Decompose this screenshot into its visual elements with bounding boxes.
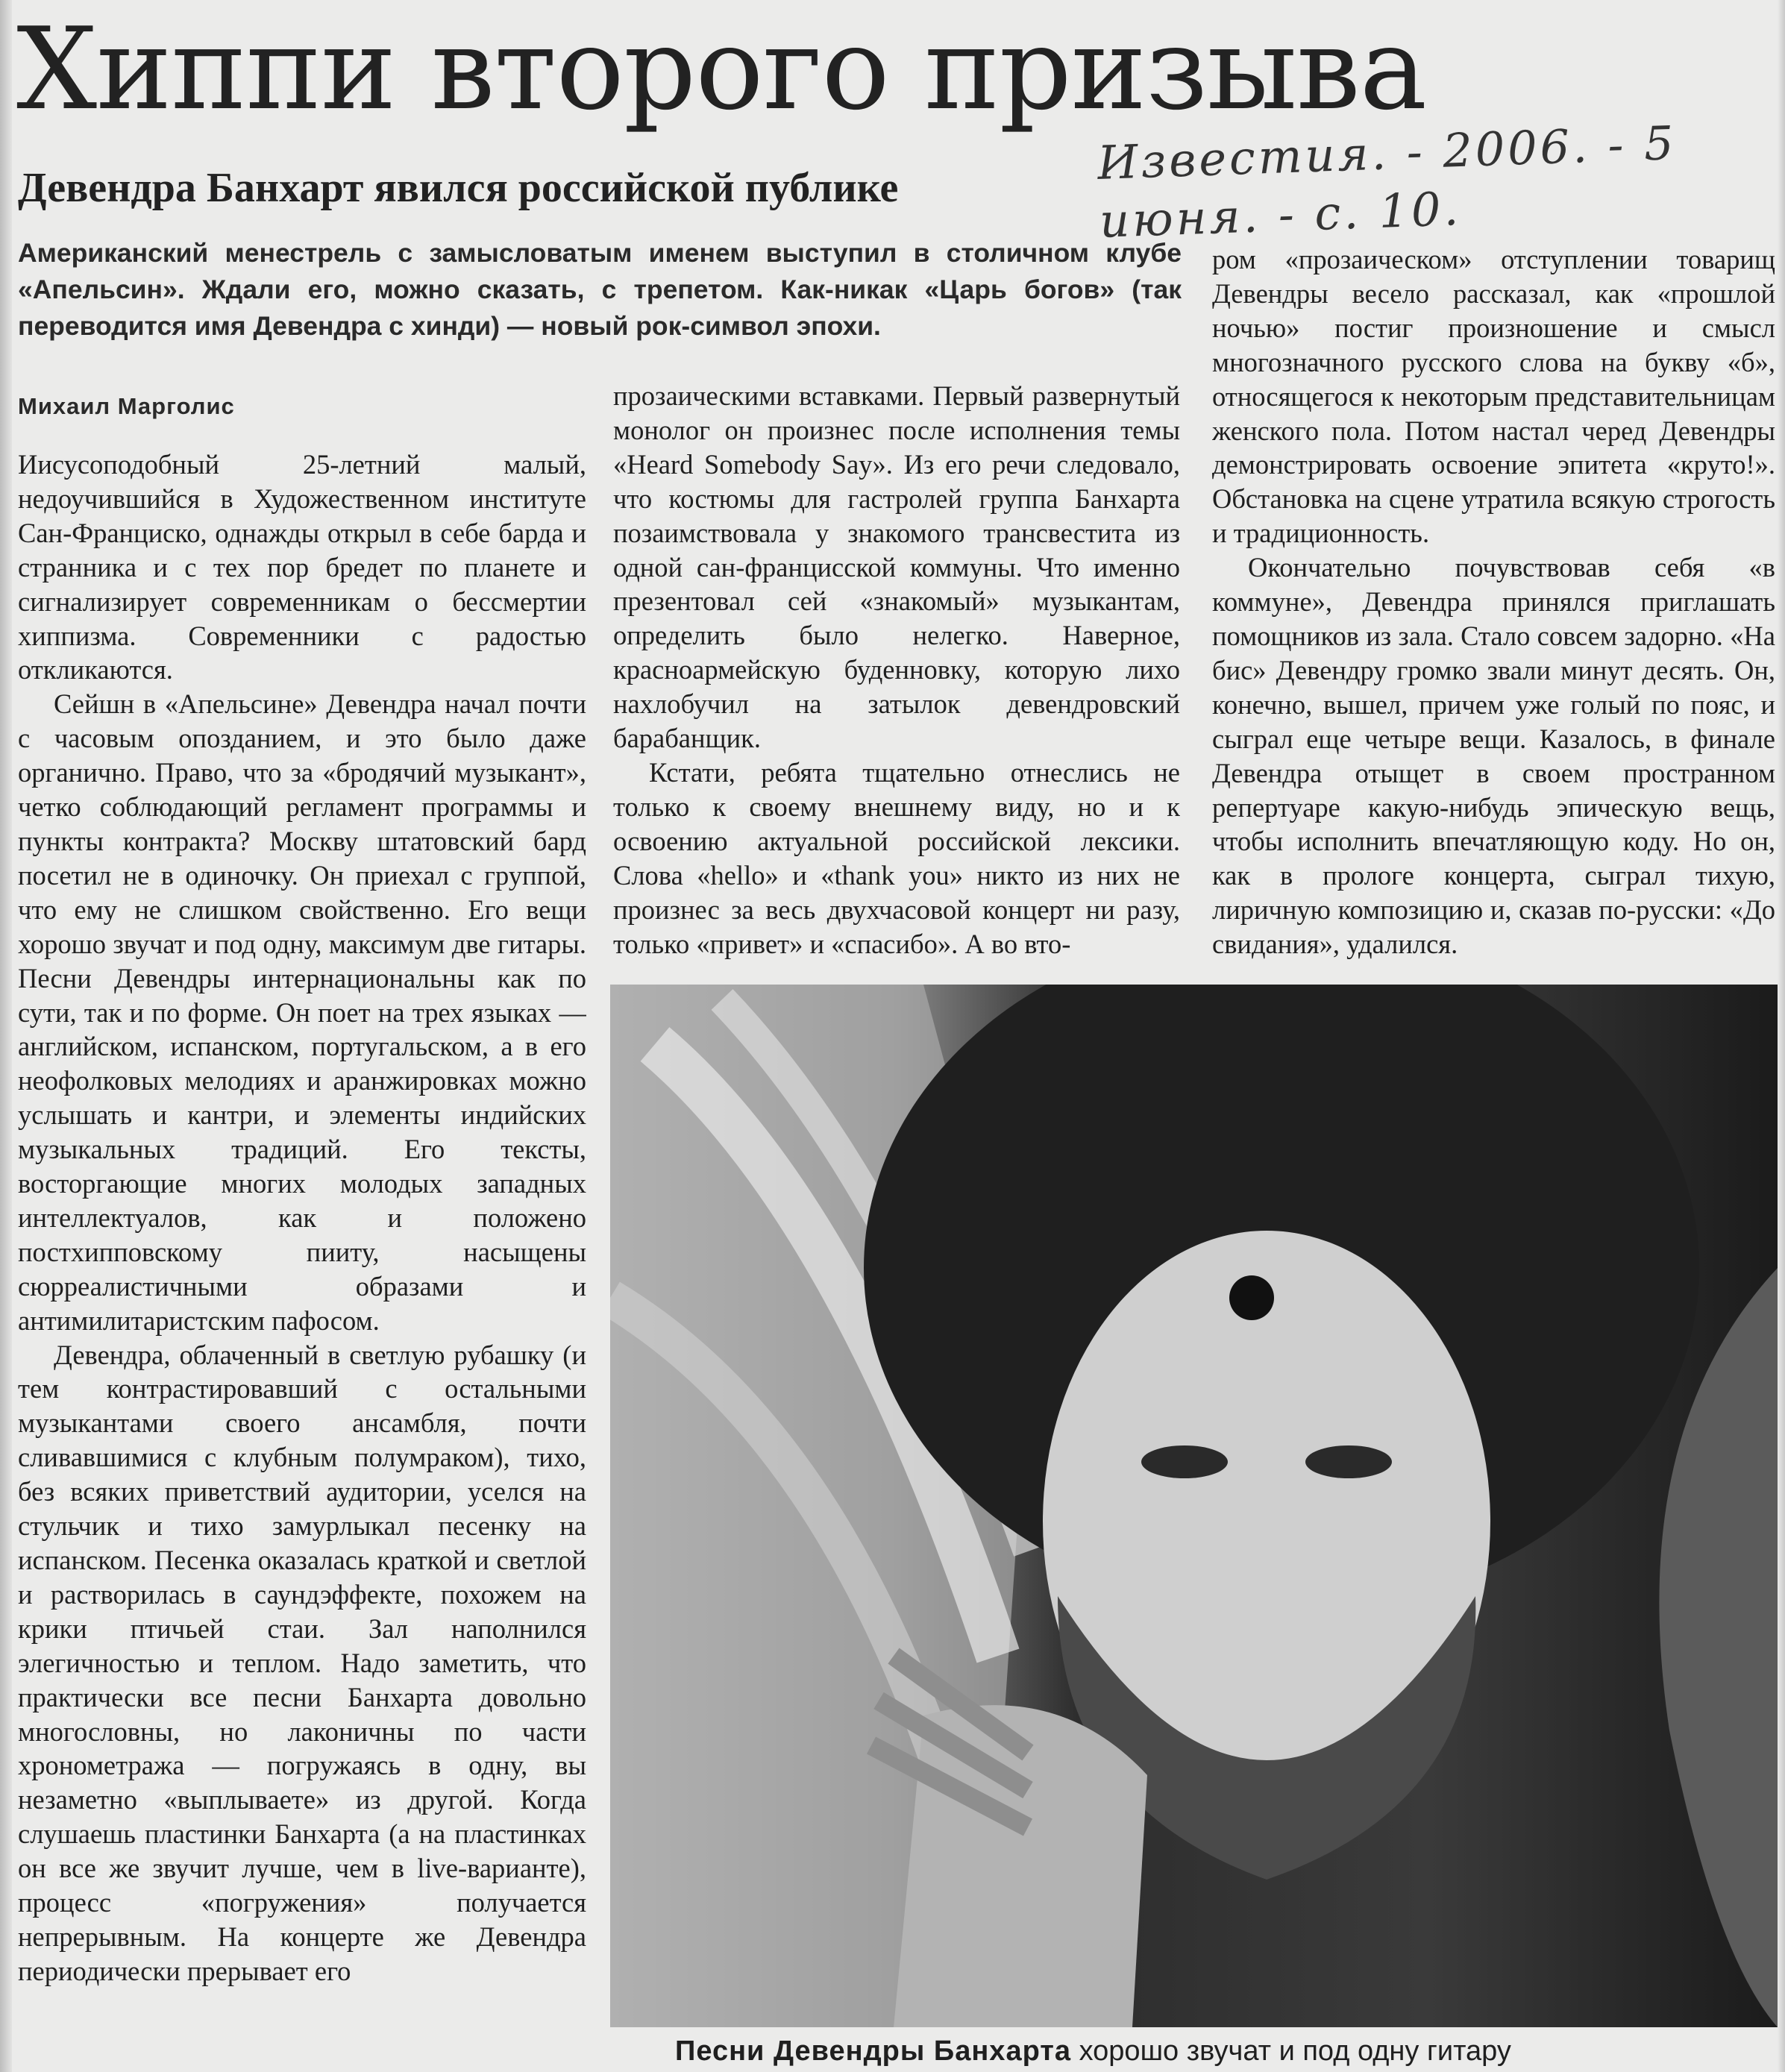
caption-text: хорошо звучат и под одну гитару bbox=[1071, 2035, 1511, 2067]
portrait-photo bbox=[610, 985, 1778, 2027]
lead-paragraph: Американский менестрель с замысловатым именем выступил в столичном клубе «Апельсин». Ждали его, можно сказать, с трепетом. Как-никак «Царь богов» (так переводится имя Девендра с хинди) — новый рок-символ эпохи. bbox=[18, 238, 1182, 341]
portrait-illustration bbox=[610, 985, 1778, 2027]
subheadline: Девендра Банхарт явился российской публике bbox=[18, 165, 899, 211]
article-column-3 bbox=[1212, 242, 1775, 961]
article-column-1 bbox=[18, 448, 586, 2051]
paragraph: Иисусоподобный 25-летний малый, недоучившийся в Художественном институте Сан-Франциско, однажды открыл в себе барда и странника и с тех пор бредет по планете и сигнализирует современникам о бессмертии хиппизма. Современники с радостью откликаются. bbox=[18, 449, 586, 685]
paragraph: Кстати, ребята тщательно отнеслись не только к своему внешнему виду, но и к освоению актуальной российской лексики. Слова «hello» и «thank you» никто из них не произнес за весь двухчасовой концерт ни разу, только «привет» и «спасибо». А во вто- bbox=[613, 756, 1180, 959]
paragraph: Сейшн в «Апельсине» Девендра начал почти с часовым опозданием, и это было даже органично. Право, что за «бродячий музыкант», четко соблюдающий регламент программы и пункты контракта? Москву штатовский бард посетил не в одиночку. Он приехал с группой, что ему не слишком свойственно. Его вещи хорошо звучат и под одну, максимум две гитары. Песни Девендры интернациональны как по сути, так и по форме. Он поет на трех языках — английском, испанском, португальском, а в его неофолковых мелодиях и аранжировках можно услышать и кантри, и элементы индийских музыкальных традиций. Его тексты, восторгающие многих молодых западных интеллектуалов, как и положено постхипповскому пииту, насыщены сюрреалистичными образами и антимилитаристским пафосом. bbox=[18, 688, 586, 1336]
paragraph: Девендра, облаченный в светлую рубашку (и тем контрастировавший с остальными музыкантами своего ансамбля, почти сливавшимися с клубным полумраком), тихо, без всяких приветствий аудитории, уселся на стульчик и тихо замурлыкал песенку на испанском. Песенка оказалась краткой и светлой и растворилась в саундэффекте, похожем на крики птичьей стаи. Зал наполнился элегичностью и теплом. Надо заметить, что практически все песни Банхарта довольно многословны, но лаконичны по части хронометража — погружаясь в одну, вы незаметно «выплываете» из другой. Когда слушаешь пластинки Банхарта (а на пластинках он все же звучит лучше, чем в live-варианте), процесс «погружения» получается непрерывным. На концерте же Девендра периодически прерывает его bbox=[18, 1339, 586, 1986]
byline: Михаил Марголис bbox=[18, 393, 235, 419]
handwritten-source-note bbox=[1097, 111, 1772, 251]
paragraph: прозаическими вставками. Первый развернутый монолог он произнес после исполнения темы «Heard Somebody Say». Из его речи следовало, что костюмы для гастролей группа Банхарта позаимствовала у знакомого трансвестита из одной сан-францисской коммуны. Что именно презентовал сей «знакомый» музыкантам, определить было нелегко. Наверное, красноармейскую буденновку, которую лихо нахлобучил на затылок девендровский барабанщик. bbox=[613, 380, 1180, 754]
photo-caption bbox=[675, 2033, 1772, 2069]
caption-strong: Песни Девендры Банхарта bbox=[675, 2035, 1072, 2067]
article-column-2 bbox=[613, 379, 1180, 961]
handwritten-line: июня. - с. 10. bbox=[1098, 181, 1463, 248]
scan-left-edge bbox=[0, 0, 12, 2072]
headline: Хиппи второго призыва bbox=[16, 3, 1427, 135]
paragraph: ром «прозаическом» отступлении товарищ Девендры весело рассказал, как «прошлой ночью» постиг произношение и смысл многозначного русского слова на букву «б», относящегося к некоторым представительницам женского пола. Потом настал черед Девендры демонстрировать освоение эпитета «круто!». Обстановка на сцене утратила всякую строгость и традиционность. bbox=[1212, 244, 1775, 549]
paragraph: Окончательно почувствовав себя «в коммуне», Девендра принялся приглашать помощников из зала. Стало совсем задорно. «На бис» Девендру громко звали минут десять. Он, конечно, вышел, причем уже голый по пояс, и сыграл еще четыре вещи. Казалось, в финале Девендра отыщет в своем пространном репертуаре какую-нибудь эпическую вещь, чтобы исполнить впечатляющую коду. Но он, как в прологе концерта, сыграл тихую, лиричную композицию и, сказав по-русски: «До свидания», удалился. bbox=[1212, 552, 1775, 960]
handwritten-line: Известия. - 2006. - 5 bbox=[1097, 115, 1678, 190]
scan-right-edge bbox=[1778, 0, 1785, 2072]
